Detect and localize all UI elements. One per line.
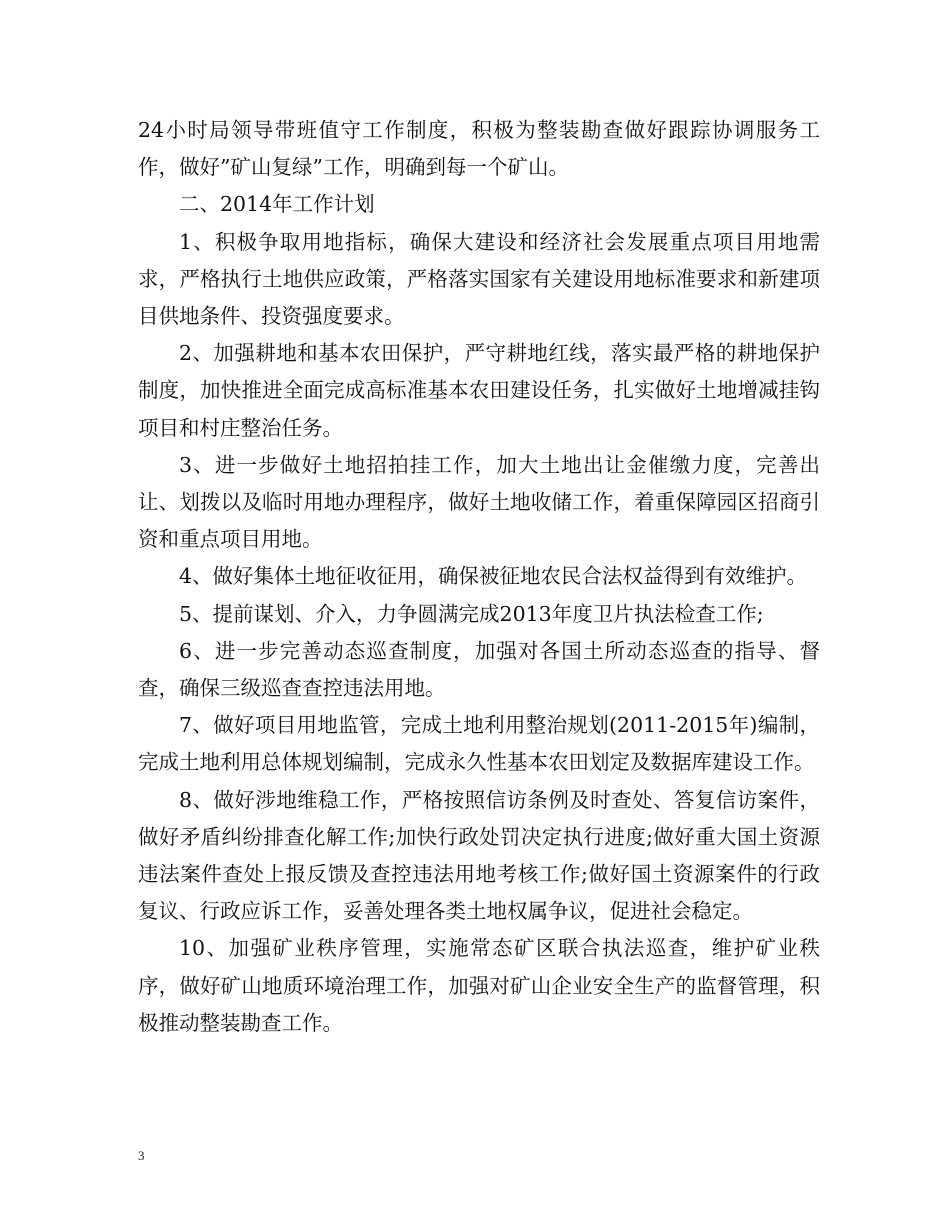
paragraph-item-7: 7、做好项目用地监管，完成土地利用整治规划(2011-2015年)编制，完成土地利用总体规划编制，完成永久性基本农田划定及数据库建设工作。 xyxy=(138,713,820,775)
paragraph-item-8: 8、做好涉地维稳工作，严格按照信访条例及时查处、答复信访案件，做好矛盾纠纷排查化解工作;加快行政处罚决定执行进度;做好重大国土资源违法案件查处上报反馈及查控违法用地考核工作;做好国土资源案件的行政复议、行政应诉工作，妥善处理各类土地权属争议，促进社会稳定。 xyxy=(138,787,820,924)
paragraph-item-3: 3、进一步做好土地招拍挂工作，加大土地出让金催缴力度，完善出让、划拨以及临时用地办理程序，做好土地收储工作，着重保障园区招商引资和重点项目用地。 xyxy=(138,452,820,552)
paragraph-continuation: 24小时局领导带班值守工作制度，积极为整装勘查做好跟踪协调服务工作，做好”矿山复绿”工作，明确到每一个矿山。 xyxy=(138,118,820,180)
paragraph-item-1: 1、积极争取用地指标，确保大建设和经济社会发展重点项目用地需求，严格执行土地供应政策，严格落实国家有关建设用地标准要求和新建项目供地条件、投资强度要求。 xyxy=(138,229,820,329)
document-body xyxy=(138,112,820,1042)
section-heading: 二、2014年工作计划 xyxy=(179,192,375,217)
paragraph-item-2: 2、加强耕地和基本农田保护，严守耕地红线，落实最严格的耕地保护制度，加快推进全面完成高标准基本农田建设任务，扎实做好土地增减挂钩项目和村庄整治任务。 xyxy=(138,341,820,440)
page-number: 3 xyxy=(138,1148,145,1163)
paragraph-item-6: 6、进一步完善动态巡查制度，加强对各国土所动态巡查的指导、督查，确保三级巡查查控违法用地。 xyxy=(138,638,820,701)
paragraph-item-10: 10、加强矿业秩序管理，实施常态矿区联合执法巡查，维护矿业秩序，做好矿山地质环境治理工作，加强对矿山企业安全生产的监督管理，积极推动整装勘查工作。 xyxy=(138,936,820,1035)
paragraph-item-4: 4、做好集体土地征收征用，确保被征地农民合法权益得到有效维护。 xyxy=(179,564,808,589)
paragraph-item-5: 5、提前谋划、介入，力争圆满完成2013年度卫片执法检查工作; xyxy=(179,601,764,626)
